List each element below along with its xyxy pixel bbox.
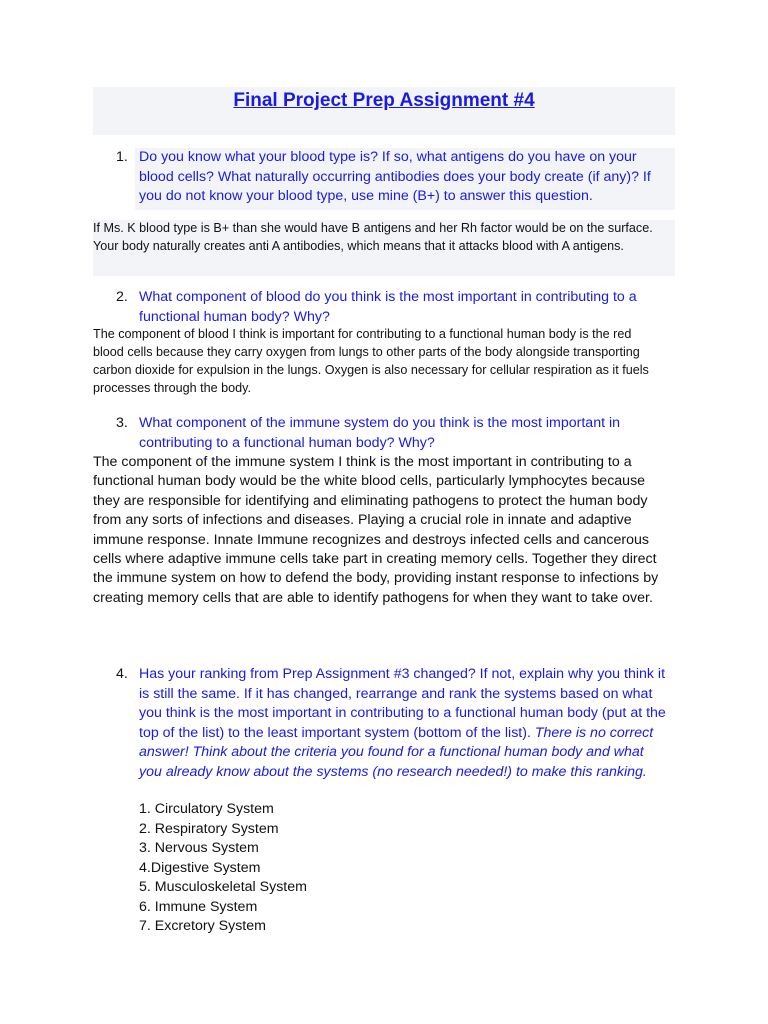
ranking-item: 4.Digestive System (139, 859, 261, 876)
page-title: Final Project Prep Assignment #4 (233, 90, 535, 111)
question-2-number: 2. (116, 289, 128, 305)
answer-3-text: The component of the immune system I think is the most important in contributing to a functional human body would be the white blood cells, particularly lymphocytes because they are responsible for identifying and eliminating pathogens to protect the human body from any sorts of infections and diseases. Playing a crucial role in innate and adaptive immune response. Innate Immune recognizes and destroys infected cells and cancerous cells where adaptive immune cells take part in creating memory cells. Together they direct the immune system on how to defend the body, providing instant response to infections by creating memory cells that are able to identify pathogens for when they want to take over. (93, 454, 659, 606)
ranking-item: 6. Immune System (139, 898, 258, 915)
question-2-text: What component of blood do you think is the most important in contributing to a functional human body? Why? (139, 289, 637, 325)
ranking-item: 7. Excretory System (139, 918, 266, 934)
ranking-item: 5. Musculoskeletal System (139, 879, 307, 895)
question-1-number: 1. (116, 149, 128, 165)
question-3-number: 3. (116, 415, 128, 431)
ranking-item: 1. Circulatory System (139, 801, 274, 817)
question-4-text (139, 665, 669, 782)
question-4-prompt: Has your ranking from Prep Assignment #3 changed? If not, explain why you think it is still the same. If it has changed, rearrange and rank the systems based on what you think is the most important in contributing to a functional human body (put at the top of the list) to the least important system (bottom of the list). (139, 666, 666, 741)
question-4-note: There is no correct answer! Think about the criteria you found for a functional human body and what you already know about the systems (no research needed!) to make this ranking. (139, 724, 654, 780)
answer-1-text: If Ms. K blood type is B+ than she would have B antigens and her Rh factor would be on the surface. Your body naturally creates anti A antibodies, which means that it attacks blood with A antigens. (93, 221, 653, 253)
ranking-item: 3. Nervous System (139, 840, 259, 856)
ranking-list (139, 800, 639, 937)
question-1-text: Do you know what your blood type is? If so, what antigens do you have on your blood cells? What naturally occurring antibodies does your body create (if any)? If you do not know your blood type, use mine (B+) to answer this question. (139, 149, 651, 204)
ranking-item: 2. Respiratory System (139, 820, 279, 837)
question-3-text: What component of the immune system do you think is the most important in contributing to a functional human body? Why? (139, 415, 621, 451)
answer-2-text: The component of blood I think is important for contributing to a functional human body is the red blood cells because they carry oxygen from lungs to other parts of the body alongside transporting carbon dioxide for expulsion in the lungs. Oxygen is also necessary for cellular respiration as it fuels processes through the body. (93, 327, 649, 395)
question-4-number: 4. (116, 666, 128, 682)
